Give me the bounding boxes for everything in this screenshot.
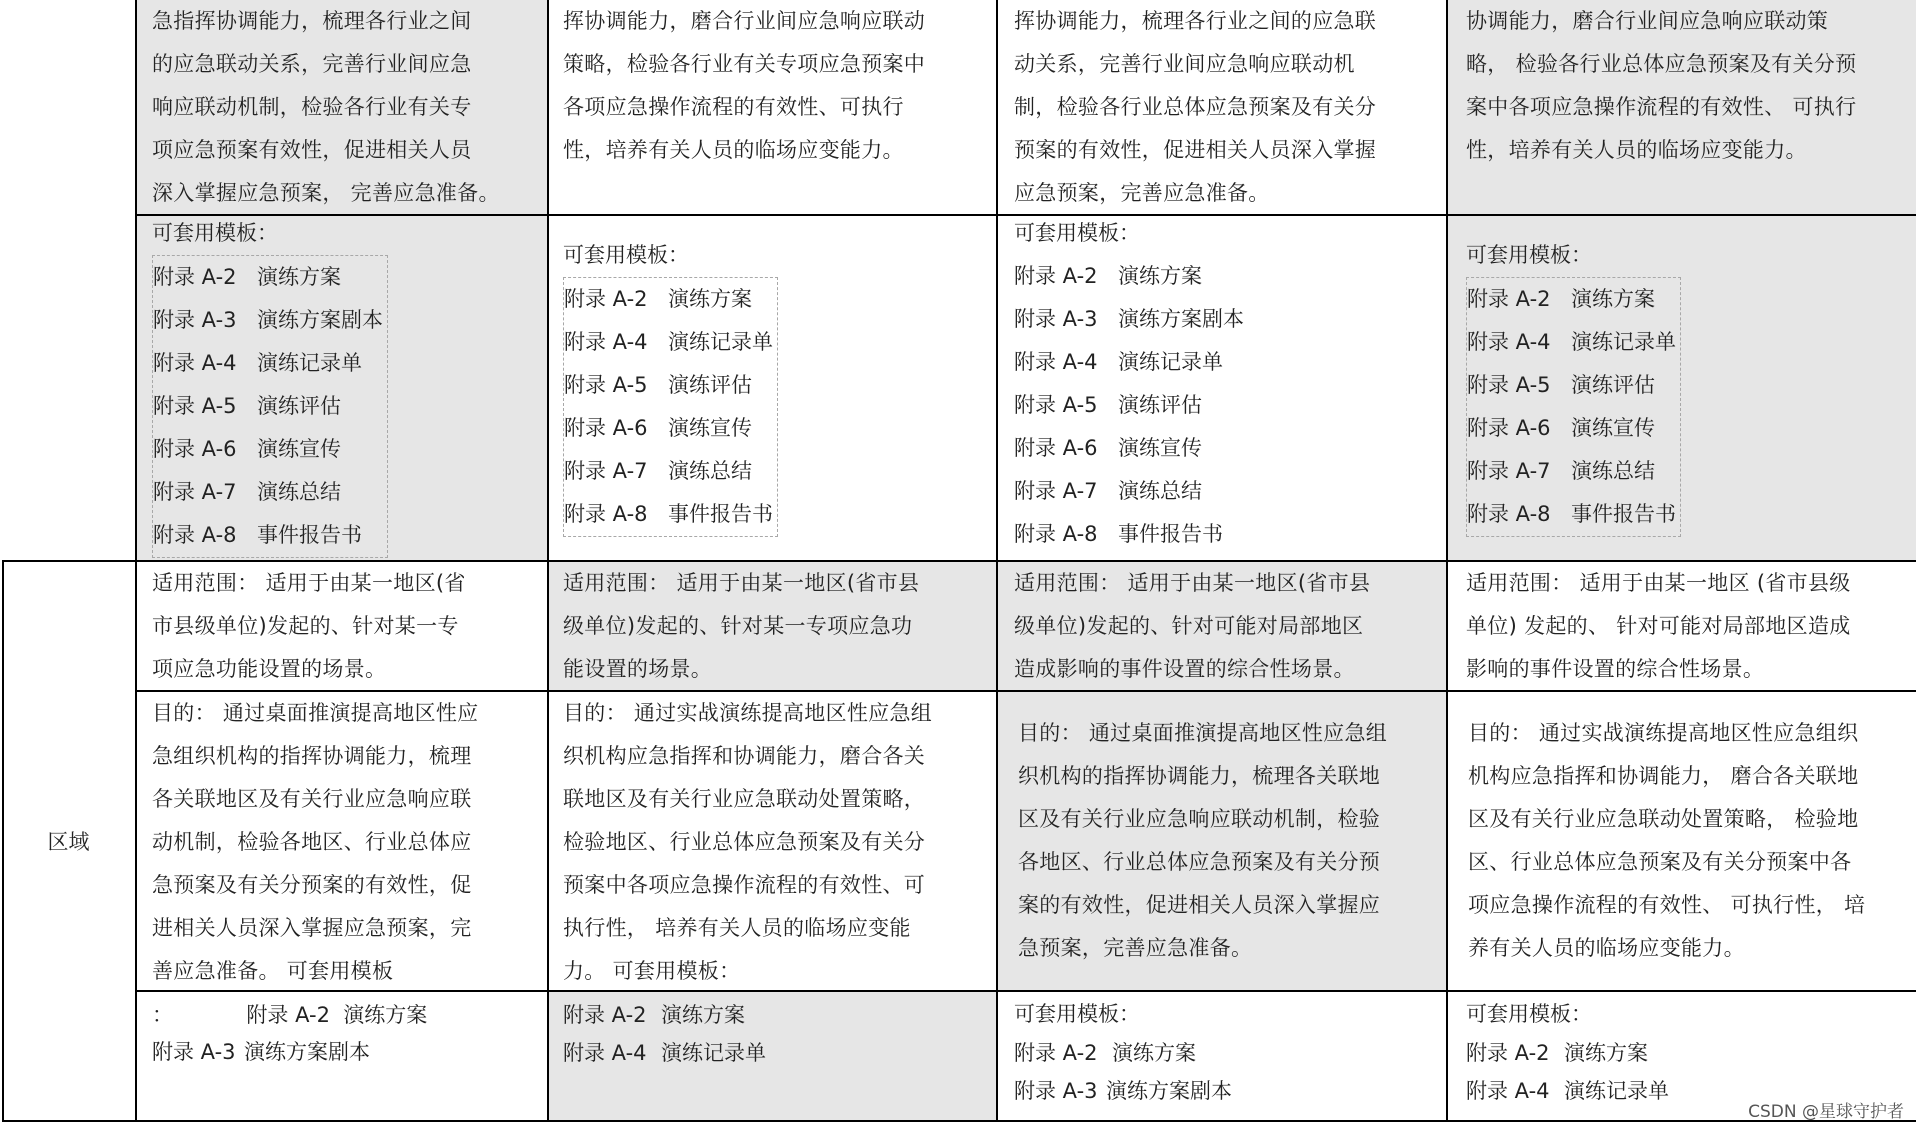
template-code: 附录 A-7 xyxy=(153,480,237,504)
template-name: 演练记录单 xyxy=(661,1041,766,1065)
template-code: 附录 A-5 xyxy=(1014,393,1098,417)
template-code: 附录 A-2 xyxy=(1014,1041,1098,1065)
template-code: 附录 A-2 xyxy=(1467,287,1551,311)
template-name: 演练记录单 xyxy=(257,351,362,375)
watermark: CSDN @星球守护者 xyxy=(1748,1102,1904,1122)
template-name: 演练总结 xyxy=(668,459,752,483)
template-code: 附录 A-4 xyxy=(153,351,237,375)
template-item xyxy=(564,278,777,321)
template-code: 附录 A-4 xyxy=(1467,330,1551,354)
template-label: 可套用模板： xyxy=(563,243,689,267)
template-item xyxy=(564,450,777,493)
template-name: 演练方案 xyxy=(1118,264,1202,288)
template-code: 附录 A-4 xyxy=(1014,350,1098,374)
template-code: 附录 A-2 xyxy=(563,1003,647,1027)
template-list xyxy=(563,277,778,537)
template-item xyxy=(1467,450,1680,493)
template-code: 附录 A-6 xyxy=(1467,416,1551,440)
region-templates-col1 xyxy=(152,996,542,1070)
template-item xyxy=(153,471,387,514)
template-label: ： 附录 A-2 演练方案 xyxy=(152,1003,428,1027)
template-name: 事件报告书 xyxy=(1571,502,1676,526)
template-label: 可套用模板： xyxy=(1466,243,1592,267)
template-code: 附录 A-8 xyxy=(1014,522,1098,546)
template-name: 演练宣传 xyxy=(1118,436,1202,460)
template-name: 事件报告书 xyxy=(668,502,773,526)
template-code: 附录 A-5 xyxy=(564,373,648,397)
template-code: 附录 A-6 xyxy=(564,416,648,440)
template-label: 可套用模板： xyxy=(1014,1002,1140,1026)
template-name: 演练评估 xyxy=(257,394,341,418)
template-name: 演练方案 xyxy=(668,287,752,311)
top-objective-col4: 协调能力，磨合行业间应急响应联动策 略， 检验各行业总体应急预案及有关分预 案中各项应急操作流程的有效性、 可执行 性，培养有关人员的临场应变能力。 xyxy=(1466,9,1857,162)
template-item xyxy=(1014,1034,1236,1072)
template-name: 演练宣传 xyxy=(1571,416,1655,440)
region-scope-col4: 适用范围： 适用于由某一地区 (省市县级 单位) 发起的、 针对可能对局部地区造成 影响的事件设置的综合性场景。 xyxy=(1466,571,1851,681)
template-name: 演练方案 xyxy=(257,265,341,289)
template-name: 演练方案 xyxy=(1564,1041,1648,1065)
template-name: 演练记录单 xyxy=(668,330,773,354)
template-item xyxy=(1467,407,1680,450)
region-objective-col1: 目的： 通过桌面推演提高地区性应 急组织机构的指挥协调能力，梳理 各关联地区及有关行业应急响应联 动机制，检验各地区、行业总体应 急预案及有关分预案的有效性，促 进相关人员深入掌握应急预案，完 善应急准备。 可套用模板 xyxy=(152,701,479,983)
template-code: 附录 A-8 xyxy=(1467,502,1551,526)
template-list xyxy=(1014,1034,1236,1110)
template-name: 演练方案 xyxy=(661,1003,745,1027)
region-scope-col3: 适用范围： 适用于由某一地区(省市县 级单位)发起的、针对可能对局部地区 造成影响的事件设置的综合性场景。 xyxy=(1014,571,1371,681)
template-item xyxy=(1467,321,1680,364)
template-code: 附录 A-7 xyxy=(564,459,648,483)
template-name: 演练方案 xyxy=(1112,1041,1196,1065)
template-code: 附录 A-6 xyxy=(1014,436,1098,460)
template-item xyxy=(1014,255,1248,298)
template-list xyxy=(1466,1034,1673,1110)
template-name: 演练方案剧本 xyxy=(1118,307,1244,331)
region-scope-col2: 适用范围： 适用于由某一地区(省市县 级单位)发起的、针对某一专项应急功 能设置的场景。 xyxy=(563,571,920,681)
template-item xyxy=(153,428,387,471)
template-name: 演练总结 xyxy=(1118,479,1202,503)
template-item xyxy=(563,996,770,1034)
template-name: 演练评估 xyxy=(1571,373,1655,397)
top-objective-col1: 急指挥协调能力，梳理各行业之间 的应急联动关系，完善行业间应急 响应联动机制，检验各行业有关专 项应急预案有效性，促进相关人员 深入掌握应急预案， 完善应急准备。 xyxy=(152,9,500,205)
top-objective-col2: 挥协调能力，磨合行业间应急响应联动 策略，检验各行业有关专项应急预案中 各项应急操作流程的有效性、可执行 性，培养有关人员的临场应变能力。 xyxy=(563,9,926,162)
template-code: 附录 A-4 xyxy=(1466,1079,1550,1103)
template-item xyxy=(564,493,777,536)
template-item xyxy=(152,1034,374,1070)
template-item xyxy=(1466,1072,1673,1110)
region-objective-col4: 目的： 通过实战演练提高地区性应急组织 机构应急指挥和协调能力， 磨合各关联地 区及有关行业应急联动处置策略， 检验地 区、行业总体应急预案及有关分预案中各 项应急操作流程的有效性、 可执行性， 培 养有关人员的临场应变能力。 xyxy=(1468,721,1866,960)
template-item xyxy=(153,514,387,557)
top-templates-col4 xyxy=(1466,234,1911,537)
template-name: 演练评估 xyxy=(1118,393,1202,417)
template-name: 演练方案 xyxy=(1571,287,1655,311)
template-code: 附录 A-2 xyxy=(1014,264,1098,288)
template-code: 附录 A-3 xyxy=(153,308,237,332)
template-code: 附录 A-4 xyxy=(564,330,648,354)
region-templates-col4 xyxy=(1466,994,1911,1110)
template-item xyxy=(153,342,387,385)
template-item xyxy=(563,1034,770,1072)
template-list xyxy=(563,996,770,1072)
top-templates-col2 xyxy=(563,234,993,537)
template-item xyxy=(564,321,777,364)
template-name: 演练记录单 xyxy=(1564,1079,1669,1103)
top-templates-col1 xyxy=(152,212,542,558)
template-item xyxy=(1467,278,1680,321)
template-name: 演练评估 xyxy=(668,373,752,397)
region-templates-col2 xyxy=(563,996,993,1072)
template-name: 演练总结 xyxy=(1571,459,1655,483)
template-list xyxy=(1466,277,1681,537)
template-label: 可套用模板： xyxy=(1014,221,1140,245)
template-item xyxy=(1014,1072,1236,1110)
template-label: 可套用模板： xyxy=(1466,1002,1592,1026)
template-item xyxy=(153,385,387,428)
template-name: 演练方案剧本 xyxy=(244,1040,370,1064)
template-code: 附录 A-7 xyxy=(1467,459,1551,483)
template-code: 附录 A-4 xyxy=(563,1041,647,1065)
template-name: 演练记录单 xyxy=(1118,350,1223,374)
template-item xyxy=(1014,298,1248,341)
template-code: 附录 A-2 xyxy=(1466,1041,1550,1065)
template-item xyxy=(153,299,387,342)
region-objective-col2: 目的： 通过实战演练提高地区性应急组 织机构应急指挥和协调能力，磨合各关 联地区及有关行业应急联动处置策略， 检验地区、行业总体应急预案及有关分 预案中各项应急操作流程的有效性、可 执行性， 培养有关人员的临场应变能 力。 可套用模板： xyxy=(563,701,933,983)
template-item xyxy=(564,407,777,450)
template-code: 附录 A-6 xyxy=(153,437,237,461)
row-label-region: 区域 xyxy=(47,830,90,854)
template-item xyxy=(1014,513,1248,556)
template-item xyxy=(1467,493,1680,536)
template-item xyxy=(153,256,387,299)
template-item xyxy=(1467,364,1680,407)
template-item xyxy=(1014,427,1248,470)
template-code: 附录 A-3 xyxy=(1014,307,1098,331)
top-objective-col3: 挥协调能力，梳理各行业之间的应急联 动关系，完善行业间应急响应联动机 制，检验各行业总体应急预案及有关分 预案的有效性，促进相关人员深入掌握 应急预案，完善应急准备。 xyxy=(1014,9,1377,205)
template-code: 附录 A-3 xyxy=(152,1040,236,1064)
template-item xyxy=(1466,1034,1673,1072)
region-objective-col3: 目的： 通过桌面推演提高地区性应急组 织机构的指挥协调能力，梳理各关联地 区及有关行业应急响应联动机制，检验 各地区、行业总体应急预案及有关分预 案的有效性，促进相关人员深入掌握应 急预案，完善应急准备。 xyxy=(1018,721,1388,960)
template-code: 附录 A-7 xyxy=(1014,479,1098,503)
region-scope-col1: 适用范围： 适用于由某一地区(省 市县级单位)发起的、针对某一专 项应急功能设置的场景。 xyxy=(152,571,466,681)
template-name: 演练总结 xyxy=(257,480,341,504)
template-code: 附录 A-2 xyxy=(564,287,648,311)
template-code: 附录 A-2 xyxy=(153,265,237,289)
grid-hline-bottom xyxy=(2,1120,1916,1122)
top-templates-col3 xyxy=(1014,212,1444,556)
template-item xyxy=(1014,384,1248,427)
template-name: 演练记录单 xyxy=(1571,330,1676,354)
template-name: 演练方案剧本 xyxy=(1106,1079,1232,1103)
template-code: 附录 A-8 xyxy=(153,523,237,547)
template-list xyxy=(152,1034,374,1070)
template-name: 演练方案剧本 xyxy=(257,308,383,332)
template-item xyxy=(564,364,777,407)
template-list xyxy=(1014,255,1248,556)
template-name: 事件报告书 xyxy=(1118,522,1223,546)
template-name: 演练宣传 xyxy=(668,416,752,440)
template-list xyxy=(152,255,388,558)
template-label: 可套用模板： xyxy=(152,221,278,245)
template-code: 附录 A-8 xyxy=(564,502,648,526)
template-name: 事件报告书 xyxy=(257,523,362,547)
template-item xyxy=(1014,470,1248,513)
region-templates-col3 xyxy=(1014,994,1444,1110)
template-code: 附录 A-5 xyxy=(153,394,237,418)
template-name: 演练宣传 xyxy=(257,437,341,461)
template-code: 附录 A-5 xyxy=(1467,373,1551,397)
template-item xyxy=(1014,341,1248,384)
template-code: 附录 A-3 xyxy=(1014,1079,1098,1103)
